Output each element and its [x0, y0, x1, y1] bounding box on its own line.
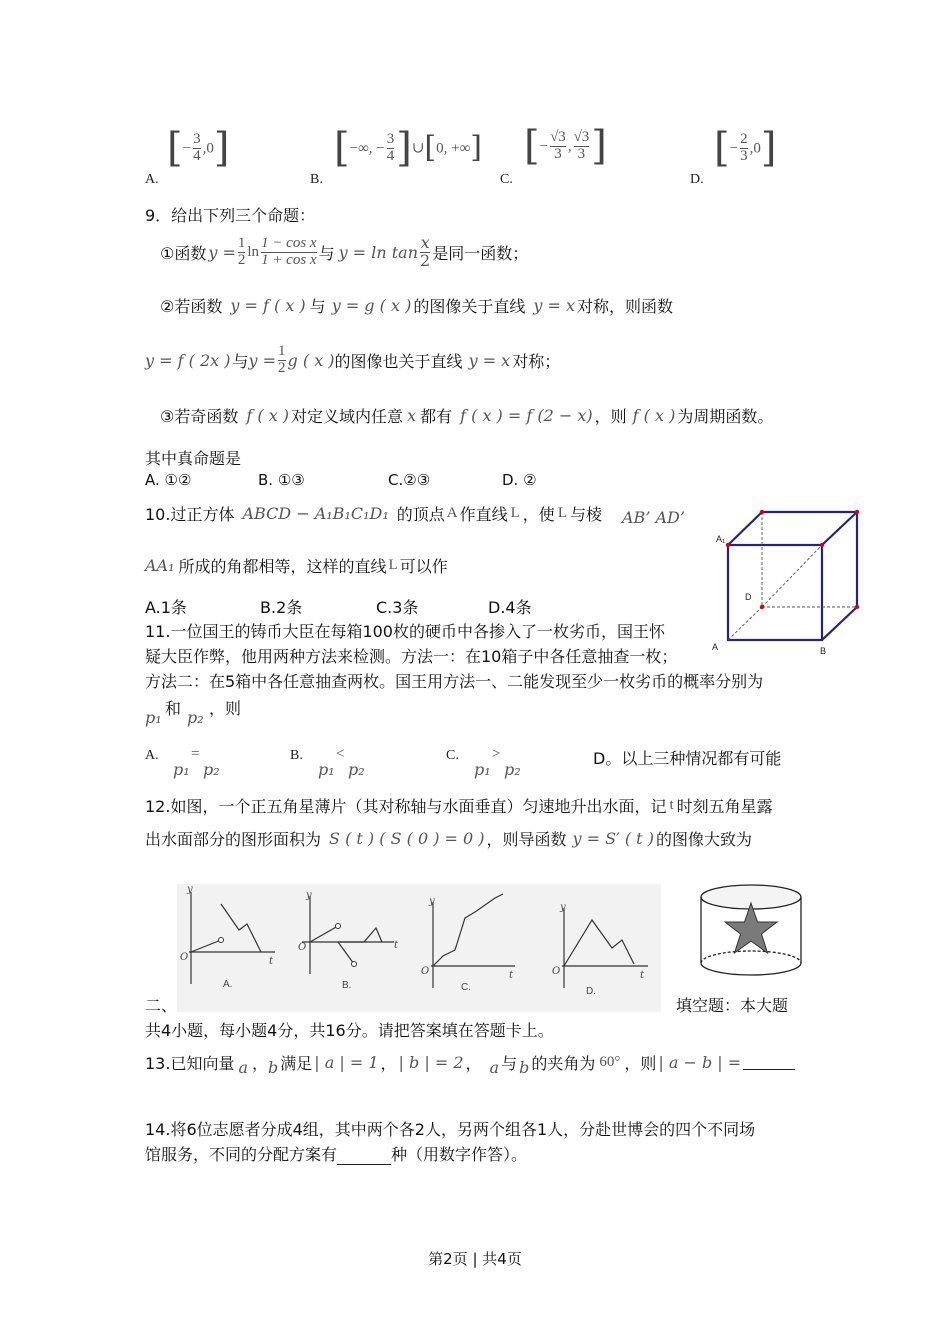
- section-2-instructions: 共4小题，每小题4分，共16分。请把答案填在答题卡上。: [145, 1021, 554, 1040]
- cube-label-b: B: [820, 646, 827, 656]
- cube-label-a1: A₁: [716, 534, 726, 544]
- q10-option-d: D.4条: [488, 598, 532, 617]
- q12-graph-options: [177, 884, 661, 1012]
- q12-graph-a: [177, 884, 298, 1012]
- section-2-title: 填空题：本大题: [676, 996, 789, 1015]
- svg-text:O: O: [298, 942, 307, 953]
- q12-line-1: 12.如图，一个正五角星薄片（其对称轴与水面垂直）匀速地升出水面，记 t 时刻五角星露: [145, 797, 773, 816]
- q9-title: 9．给出下列三个命题：: [145, 206, 316, 225]
- q9-proposition-1: ①函数 y = $\frac{1}{2}$ ln $\frac{\text{1 − cos x}}{\text{1 + cos x}}$ 与 y = ln tan $\frac{x}{2}$ 是同一函数；: [160, 232, 529, 270]
- svg-text:y: y: [560, 902, 566, 913]
- q9-option-c: C.②③: [388, 471, 431, 489]
- graph-curve: [310, 926, 338, 942]
- svg-text:t: t: [509, 970, 514, 981]
- svg-text:O: O: [421, 966, 430, 977]
- q9-question: 其中真命题是: [145, 449, 242, 468]
- q14-line-1: 14.将6位志愿者分成4组，其中两个各2人，另两个组各1人，分赴世博会的四个不同场: [145, 1120, 756, 1139]
- cube-label-d: D: [745, 592, 752, 602]
- q12-line-2: 出水面部分的图形面积为 S ( t ) ( S ( 0 ) = 0 ) ，则导函数 y = S′ ( t ) 的图像大致为: [145, 828, 752, 849]
- q10-edges: AB’ AD’: [622, 508, 685, 527]
- star-icon: [725, 903, 777, 953]
- graph-curve: [564, 920, 634, 966]
- q9-option-d: D. ②: [502, 471, 537, 489]
- svg-text:O: O: [180, 952, 189, 963]
- q9-proposition-3: ③若奇函数 f ( x ) 对定义域内任意 x 都有 f ( x ) = f (2 − x) ，则 f ( x ) 为周期函数。: [160, 405, 774, 426]
- cube-edge: [822, 607, 857, 640]
- q10-line-1: 10.过正方体 ABCD − A₁B₁C₁D₁ 的顶点 A 作直线 L ，使 L 与棱: [145, 503, 602, 524]
- cube-label-a: A: [712, 642, 719, 652]
- section-2-number: 二、: [145, 996, 178, 1015]
- q11-line-2: 疑大臣作弊，他用两种方法来检测。方法一：在10箱子中各任意抽查一枚；: [145, 647, 678, 666]
- q11-option-c: C. p₁ > p₂: [446, 746, 521, 779]
- graph-curve: [191, 940, 221, 952]
- q13-answer-blank: [743, 1055, 795, 1070]
- svg-text:y: y: [306, 890, 312, 901]
- q13: 13.已知向量 a ， b 满足 | a | = 1 ， | b | = 2 ， a 与 b 的夹角为 60° ，则 | a − b | =: [145, 1046, 795, 1078]
- svg-text:O: O: [552, 966, 561, 977]
- page-footer: 第2页 | 共4页: [428, 1250, 522, 1268]
- graph-curve: [433, 894, 503, 966]
- q14-line-2: 馆服务，不同的分配方案有 种（用数字作答）。: [145, 1145, 528, 1164]
- q11-line-1: 11.一位国王的铸币大臣在每箱100枚的硬币中各掺入了一枚劣币，国王怀: [145, 622, 665, 641]
- svg-text:B.: B.: [342, 980, 352, 991]
- svg-text:t: t: [269, 956, 274, 967]
- svg-text:A.: A.: [223, 979, 233, 990]
- q9-option-b: B. ①③: [258, 471, 305, 489]
- q10-line-2: AA₁ 所成的角都相等，这样的直线 L 可以作: [145, 555, 448, 576]
- svg-text:D.: D.: [586, 986, 596, 997]
- graph-curve: [338, 928, 382, 942]
- q12-graph-d: [540, 884, 661, 1012]
- svg-text:t: t: [640, 970, 645, 981]
- graph-curve: [338, 942, 354, 964]
- q9-proposition-2: ②若函数 y = f ( x ) 与 y = g ( x ) 的图像关于直线 y = x 对称，则函数: [160, 295, 673, 316]
- q9-option-a: A. ①②: [145, 471, 192, 489]
- cube-hidden-edge: [728, 607, 762, 640]
- q12-graph-b: [298, 884, 419, 1012]
- svg-text:C.: C.: [461, 982, 471, 993]
- cube-figure: [712, 502, 872, 662]
- cube-diagonal: [762, 545, 822, 607]
- q12-graph-c: [419, 884, 540, 1012]
- q11-line-3: 方法二：在5箱中各任意抽查两枚。国王用方法一、二能发现至少一枚劣币的概率分别为: [145, 672, 764, 691]
- q11-option-a: A. p₁ = p₂: [145, 746, 220, 779]
- cube-edge: [728, 512, 762, 545]
- q11-option-d: D。以上三种情况都有可能: [593, 749, 782, 768]
- q9-proposition-2-cont: y = f ( 2x ) 与 y = $\frac{1}{2}$ g ( x ) 的图像也关于直线 y = x 对称；: [145, 342, 561, 376]
- q10-option-a: A.1条: [145, 598, 187, 617]
- star-cylinder-figure: [695, 877, 807, 985]
- q14-answer-blank: [337, 1148, 391, 1165]
- svg-text:y: y: [429, 896, 435, 907]
- svg-text:y: y: [187, 884, 193, 895]
- q11-option-b: B. p₁ < p₂: [290, 746, 365, 779]
- q10-option-b: B.2条: [260, 598, 303, 617]
- q10-option-c: C.3条: [376, 598, 419, 617]
- svg-text:t: t: [394, 940, 399, 951]
- graph-curve: [221, 904, 261, 952]
- cube-edge: [822, 512, 857, 545]
